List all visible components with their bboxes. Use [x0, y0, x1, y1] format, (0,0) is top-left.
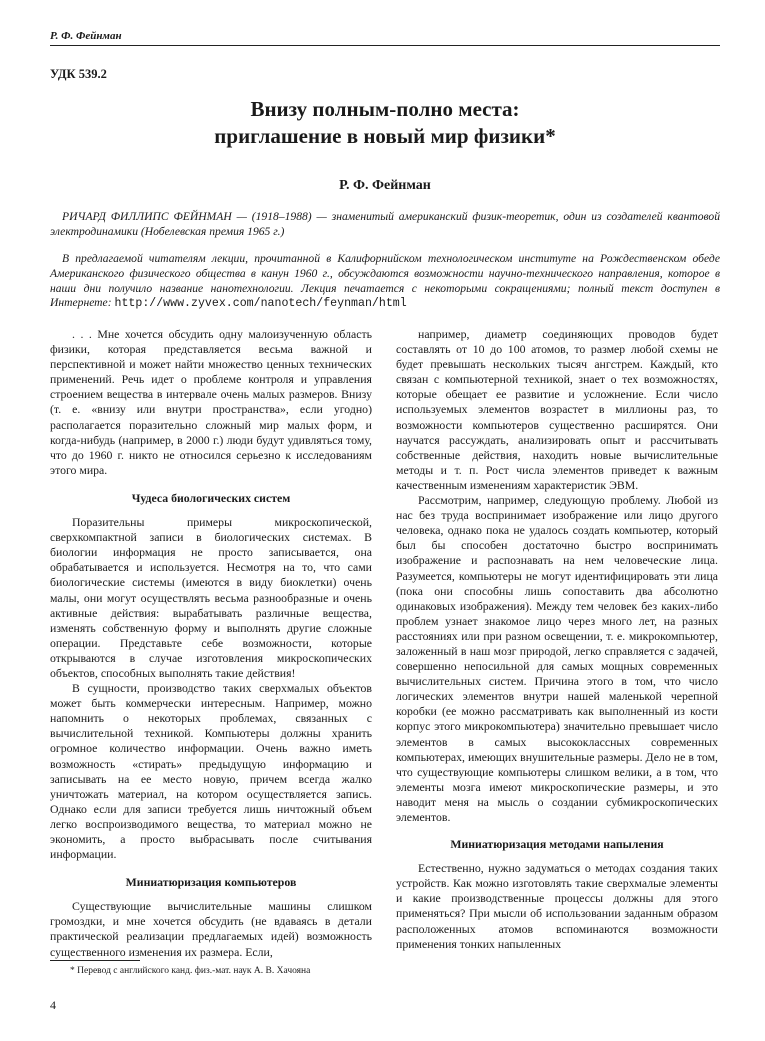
- left-column: [50, 327, 372, 960]
- udk-code: УДК 539.2: [50, 67, 107, 81]
- title-line-2: приглашение в новый мир физики*: [214, 124, 556, 148]
- footnote-rule: [50, 960, 140, 961]
- section-heading: Чудеса биологических систем: [131, 490, 291, 505]
- footnote: * Перевод с английского канд. физ.-мат. наук А. В. Хачояна: [70, 966, 311, 976]
- paragraph: например, диаметр соединяющих проводов будет составлять от 10 до 100 атомов, то размер любой схемы не будет превышать нескольких тысяч ангстрем. Каждый, кто связан с компьютерной техникой, знает о тех возможностях, которые обещает ее развитие и усложнение. Если число используемых элементов возрастет в миллионы раз, то возможности компьютеров существенно расширятся. Они научатся рассуждать, анализировать опыт и рассчитывать собственные действия, находить новые вычислительные методы и т. п. Рост числа элементов приведет к важным качественным изменениям характеристик ЭВМ.: [396, 327, 718, 492]
- abstract-url: http://www.zyvex.com/nanotech/feynman/html: [114, 297, 407, 311]
- section-heading: Миниатюризация методами напыления: [450, 837, 664, 852]
- author-bio: РИЧАРД ФИЛЛИПС ФЕЙНМАН — (1918–1988) — знаменитый американский физик-теоретик, один из создателей квантовой электродинамики (Нобелевская премия 1965 г.): [50, 210, 720, 238]
- article-title: [50, 96, 720, 150]
- paragraph: Существующие вычислительные машины слишком громоздки, и мне хочется обсудить (не вдаваясь в детали практической реализации предлагаемых идей) возможность существенного изменения их размера. Если,: [50, 899, 372, 959]
- abstract: [50, 252, 720, 312]
- right-column: [396, 327, 718, 952]
- paragraph: Рассмотрим, например, следующую проблему. Любой из нас без труда воспринимает изображение или лицо другого человека, однако пока не удалось создать компьютер, который был бы способен достаточно быстро воспринимать изображение и распознавать на нем человеческие лица. Разумеется, компьютеры не могут идентифицировать эти лица (пока они способны лишь сопоставить два абсолютно одинаковых изображения). Между тем человек без каких-либо проблем узнает знакомое лицо через много лет, на разных расстояниях или при разном освещении, т. е. микрокомпьютер, заложенный в наш мозг природой, легко справляется с задачей, совершенно непосильной для самых мощных современных вычислительных систем. Причина этого в том, что число логических элементов внутри нашей маленькой черепной коробки (ее можно рассматривать как выполненный из кости корпус этого микрокомпьютера) значительно превышает число элементов в самых высококлассных современных компьютерах, имеющих внушительные размеры. Дело не в том, что существующие компьютеры слишком велики, а в том, что элементы мозга имеют микроскопические размеры, и это наводит меня на мысль о создании субмикроскопических элементов.: [396, 493, 718, 824]
- section-heading: Миниатюризация компьютеров: [125, 875, 297, 890]
- paragraph: Поразительны примеры микроскопической, сверхкомпактной записи в биологических системах. В биологии информация не просто записывается, она обрабатывается и используется. Несмотря на то, что сами биологические системы (имеются в виду биоклетки) очень малы, они могут осуществлять весьма разнообразные и очень активные действия: вырабатывать различные вещества, изменять собственную форму и выполнять другие сложные операции. Представьте себе возможности, которые открываются в случае изготовления микроскопических объектов, способных выполнять такие действия!: [50, 515, 372, 680]
- running-head: Р. Ф. Фейнман: [50, 30, 720, 46]
- title-line-1: Внизу полным-полно места:: [250, 97, 520, 121]
- paragraph: . . . Мне хочется обсудить одну малоизученную область физики, которая представляется весьма важной и перспективной и может найти множество ценных технических применений. Речь идет о проблеме контроля и управления строением вещества в интервале очень малых размеров. Внизу (т. е. «внизу или внутри пространства», если угодно) располагается поразительно сложный мир малых форм, и когда-нибудь (например, в 2000 г.) люди будут удивляться тому, что до 1960 г. никто не относился серьезно к исследованиям этого мира.: [50, 327, 372, 477]
- page-number: 4: [50, 998, 56, 1012]
- author-name: Р. Ф. Фейнман: [339, 178, 431, 193]
- abstract-text: В предлагаемой читателям лекции, прочитанной в Калифорнийском технологическом институте на Рождественском обеде Американского физического общества в канун 1960 г., обсуждаются возможности научно-технического направления, которое в наши дни получило название нанотехнологии. Лекция печатается с некоторыми сокращениями; полный текст доступен в Интернете:: [50, 252, 720, 310]
- paragraph: В сущности, производство таких сверхмалых объектов может быть коммерчески интересным. Например, можно напомнить о некоторых проблемах, связанных с вычислительной техникой. Компьютеры должны хранить огромное количество информации. Очень важно иметь возможность «стирать» предыдущую информацию и записывать на ее место новую, причем всегда жалко уничтожать материал, на котором осуществляется запись. Однако если для записи требуется лишь ничтожный объем легко воспроизводимого вещества, то материал можно не экономить, а просто выбрасывать после считывания информации.: [50, 681, 372, 862]
- paragraph: Естественно, нужно задуматься о методах создания таких устройств. Как можно изготовлять такие сверхмалые элементы и какие производственные процессы должны для этого применяться? При мысли об использовании заданным образом расположенных атомов вспоминаются возможности применения тонких напыленных: [396, 861, 718, 951]
